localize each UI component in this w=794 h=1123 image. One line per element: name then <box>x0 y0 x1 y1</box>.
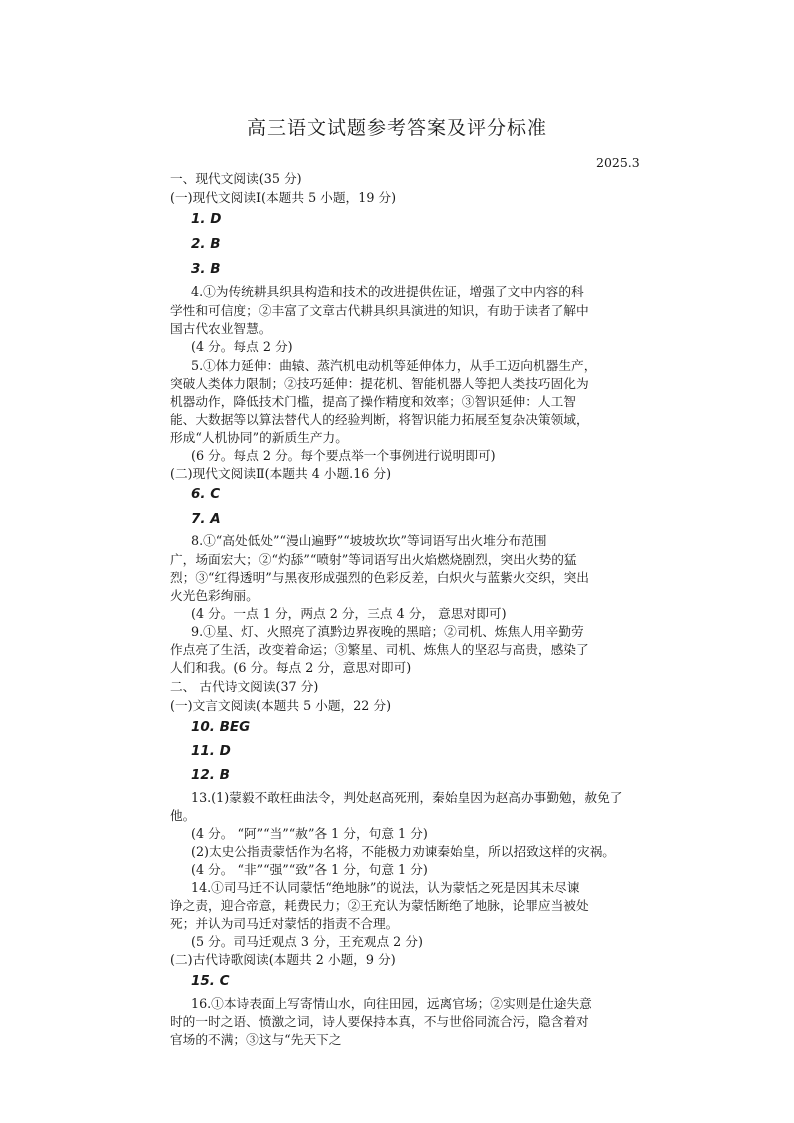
answer-text: 学性和可信度；②丰富了文章古代耕具织具演进的知识，有助于读者了解中 <box>170 303 589 318</box>
answer-text: 烈；③“红得透明”与黑夜形成强烈的色彩反差，白炽火与蓝紫火交织，突出 <box>170 570 589 585</box>
answer-text: 5.①体力延伸：曲辕、蒸汽机电动机等延伸体力，从手工迈向机器生产， <box>191 358 597 373</box>
answer-text: 13.(1)蒙毅不敢枉曲法令，判处赵高死刑，秦始皇因为赵高办事勤勉，赦免了 <box>191 790 623 805</box>
answer-item: 1. D <box>191 211 222 227</box>
answer-text: 形成“人机协同”的新质生产力。 <box>170 430 348 445</box>
answer-text: 突破人类体力限制；②技巧延伸：提花机、智能机器人等把人类技巧固化为 <box>170 376 589 391</box>
scoring-note: (6 分。每点 2 分。每个要点举一个事例进行说明即可) <box>191 448 496 463</box>
scoring-note: (4 分。 “阿”“当”“赦”各 1 分，句意 1 分) <box>191 826 428 841</box>
answer-text: 火光色彩绚丽。 <box>170 588 259 603</box>
answer-text: (2)太史公指责蒙恬作为名将，不能极力劝谏秦始皇，所以招致这样的灾祸。 <box>191 844 615 859</box>
scoring-note: (4 分。每点 2 分) <box>191 339 293 354</box>
answer-item: 2. B <box>191 236 221 252</box>
answer-text: 机器动作，降低技术门槛，提高了操作精度和效率；③智识延伸：人工智 <box>170 394 576 409</box>
answer-text: 能、大数据等以算法替代人的经验判断，将智识能力拓展至复杂决策领域， <box>170 412 589 427</box>
section-heading: 一、现代文阅读(35 分) <box>170 171 302 186</box>
answer-text: 国古代农业智慧。 <box>170 321 272 336</box>
scoring-note: (4 分。一点 1 分，两点 2 分，三点 4 分， 意思对即可) <box>191 606 507 621</box>
answer-text: 他。 <box>170 808 196 823</box>
answer-item: 12. B <box>191 767 230 783</box>
page-title: 高三语文试题参考答案及评分标准 <box>246 117 547 139</box>
subsection-heading: (二)现代文阅读Ⅱ(本题共 4 小题.16 分) <box>170 466 392 481</box>
answer-text: 9.①星、灯、火照亮了滇黔边界夜晚的黑暗；②司机、炼焦人用辛勤劳 <box>191 624 584 639</box>
subsection-heading: (一)现代文阅读Ⅰ(本题共 5 小题，19 分) <box>170 190 397 205</box>
answer-text: 作点亮了生活，改变着命运；③繁星、司机、炼焦人的坚忍与高贵，感染了 <box>170 642 589 657</box>
answer-item: 11. D <box>191 743 231 759</box>
answer-text: 诤之责，迎合帝意，耗费民力；②王充认为蒙恬断绝了地脉，论罪应当被处 <box>170 898 589 913</box>
answer-text: 8.①“高处低处”“漫山遍野”“坡坡坎坎”等词语写出火堆分布范围 <box>191 533 547 548</box>
answer-item: 6. C <box>191 486 221 502</box>
scoring-note: (5 分。司马迁观点 3 分，王充观点 2 分) <box>191 934 423 949</box>
answer-text: 16.①本诗表面上写寄情山水，向往田园，远离官场；②实则是仕途失意 <box>191 996 592 1011</box>
answer-item: 3. B <box>191 261 221 277</box>
section-heading: 二、 古代诗文阅读(37 分) <box>170 679 319 694</box>
subsection-heading: (一)文言文阅读(本题共 5 小题，22 分) <box>170 698 392 713</box>
answer-text: 14.①司马迁不认同蒙恬“绝地脉”的说法，认为蒙恬之死是因其未尽谏 <box>191 880 580 895</box>
scoring-note: (4 分。 “非”“强”“致”各 1 分，句意 1 分) <box>191 862 428 877</box>
answer-text: 官场的不满；③这与“先天下之 <box>170 1032 342 1047</box>
answer-item: 10. BEG <box>191 719 251 735</box>
answer-text: 人们和我。(6 分。每点 2 分，意思对即可) <box>170 660 412 675</box>
answer-text: 4.①为传统耕具织具构造和技术的改进提供佐证，增强了文中内容的科 <box>191 284 584 299</box>
answer-item: 7. A <box>191 511 221 527</box>
answer-text: 时的一时之语、愤激之词，诗人要保持本真，不与世俗同流合污，隐含着对 <box>170 1014 589 1029</box>
exam-date: 2025.3 <box>596 155 640 170</box>
answer-text: 死；并认为司马迁对蒙恬的指责不合理。 <box>170 916 399 931</box>
answer-text: 广，场面宏大；②“灼舔”“喷射”等词语写出火焰燃烧剧烈，突出火势的猛 <box>170 552 577 567</box>
answer-item: 15. C <box>191 973 230 989</box>
subsection-heading: (二)古代诗歌阅读(本题共 2 小题，9 分) <box>170 952 396 967</box>
